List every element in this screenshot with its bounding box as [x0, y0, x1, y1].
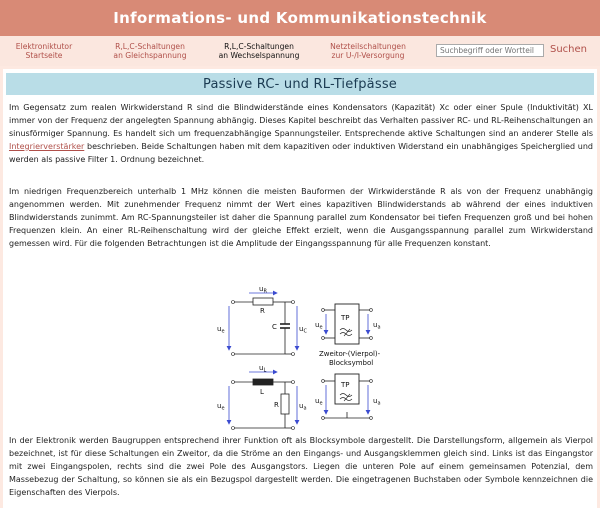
- page-heading-bar: [6, 73, 594, 95]
- rc-input-terminal-top: [232, 301, 235, 304]
- rl-ul-label: $u_L$: [259, 364, 267, 374]
- rl-circuit: [233, 379, 293, 428]
- site-title: Informations- und Kommunikationstechnik: [113, 9, 487, 27]
- nav-item-ac-circuits[interactable]: R,L,C-Schaltungen an Wechselspannung: [218, 42, 300, 60]
- page-title: Passive RC- und RL-Tiefpässe: [203, 76, 397, 92]
- intro-paragraph: Im Gegensatz zum realen Wirkwiderstand R sind die Blindwiderstände eines Kondensators (Kapazität) Xc oder einer Spule (Induktivität) XL immer von der Frequenz der angelegten Spannung abhängig. Dieses Kapitel beschreibt das Verhalten passiver RC- und RL-Reihenschaltungen an sinusförmiger Spannung. Es handelt sich um frequenzabhängige Spannungsteiler. Entsprechende aktive Schaltungen sind an anderer Stelle als Integrierverstärker beschrieben. Beide Schaltungen haben mit dem kapazitiven oder induktiven Widerstand ein unabhängiges Speicherglied und werden als passive Filter 1. Ordnung bezeichnet.: [9, 103, 593, 164]
- rl-ue-label: $u_e$: [217, 402, 225, 412]
- block-symbol-paragraph: In der Elektronik werden Baugruppen entsprechend ihrer Funktion oft als Blocksymbole dargestellt. Die Darstellungsform, allgemein als Vierpol bezeichnet, ist für diese Schaltungen ein Zweitor, da die Ströme an den Eingangs- und Ausgangsklemmen gleich sind. Links ist das Eingangstor mit zwei Eingangspolen, rechts sind die zwei Pole des Ausgangstors. Liegen die unteren Pole auf einem gemeinsamen Potenzial, dem Massebezug der Schaltung, so können sie als ein Bezugspol dargestellt werden. Die eingetragenen Buchstaben oder Symbole kennzeichnen die Eigenschaften des Vierpols.: [9, 436, 593, 497]
- rl-l-label: L: [260, 388, 264, 396]
- rc-c-label: C: [272, 323, 277, 331]
- rc-output-terminal-bottom: [292, 353, 295, 356]
- rl-output-terminal-top: [292, 381, 295, 384]
- frequency-paragraph: Im niedrigen Frequenzbereich unterhalb 1 MHz können die meisten Bauformen der Wirkwiderstände R als von der Frequenz unabhängig angenommen werden. Mit zunehmender Frequenz nimmt der Wert eines kapazitiven Blindwiderstands ab während der eines induktiven Blindwiderstands zunimmt. Am RC-Spannungsteiler ist daher die Spannung parallel zum Kondensator bei tiefen Frequenzen groß und bei hohen Frequenzen klein. An einer RL-Reihenschaltung wird der gleiche Effekt erzielt, wenn die Ausgangsspannung parallel zum Wirkwiderstand gemessen wird. Für die folgenden Betrachtungen ist die Amplitude der Eingangsspannung für alle Frequenzen konstant.: [9, 187, 593, 248]
- block1-ue-label: $u_e$: [315, 321, 323, 331]
- rl-ua-label: $u_a$: [299, 402, 307, 412]
- block-caption-line2: Blocksymbol: [329, 359, 374, 367]
- nav-item-power-supply[interactable]: Netzteilschaltungen zur U-/I-Versorgung: [330, 42, 406, 60]
- tp-block-symbol-2: [315, 374, 381, 419]
- rl-input-terminal-top: [232, 381, 235, 384]
- site-header: [0, 0, 600, 36]
- tp-block-symbol-1: [315, 304, 381, 344]
- search-button[interactable]: Suchen: [550, 44, 588, 55]
- content-area: [3, 69, 597, 508]
- tp-label-2: TP: [341, 381, 350, 389]
- rl-input-terminal-bottom: [232, 427, 235, 430]
- rc-ur-label: $u_R$: [259, 285, 267, 295]
- block2-ue-label: $u_e$: [315, 397, 323, 407]
- rc-r-label: R: [260, 307, 265, 315]
- rc-output-terminal-top: [292, 301, 295, 304]
- search-input[interactable]: [436, 44, 544, 57]
- circuit-figure: [211, 284, 389, 439]
- nav-item-home[interactable]: Elektroniktutor Startseite: [15, 42, 73, 60]
- rc-ue-label: $u_e$: [217, 325, 225, 335]
- rc-uc-label: $u_C$: [299, 325, 307, 335]
- block2-ua-label: $u_a$: [373, 397, 381, 407]
- nav-item-dc-circuits[interactable]: R,L,C-Schaltungen an Gleichspannung: [113, 42, 187, 60]
- rl-output-terminal-bottom: [292, 427, 295, 430]
- rc-input-terminal-bottom: [232, 353, 235, 356]
- rl-r-label: R: [274, 401, 279, 409]
- integrator-link[interactable]: Integrierverstärker: [9, 142, 85, 151]
- block1-ua-label: $u_a$: [373, 321, 381, 331]
- tp-label-1: TP: [341, 314, 350, 322]
- block-caption-line1: Zweitor-(Vierpol)-: [319, 350, 381, 358]
